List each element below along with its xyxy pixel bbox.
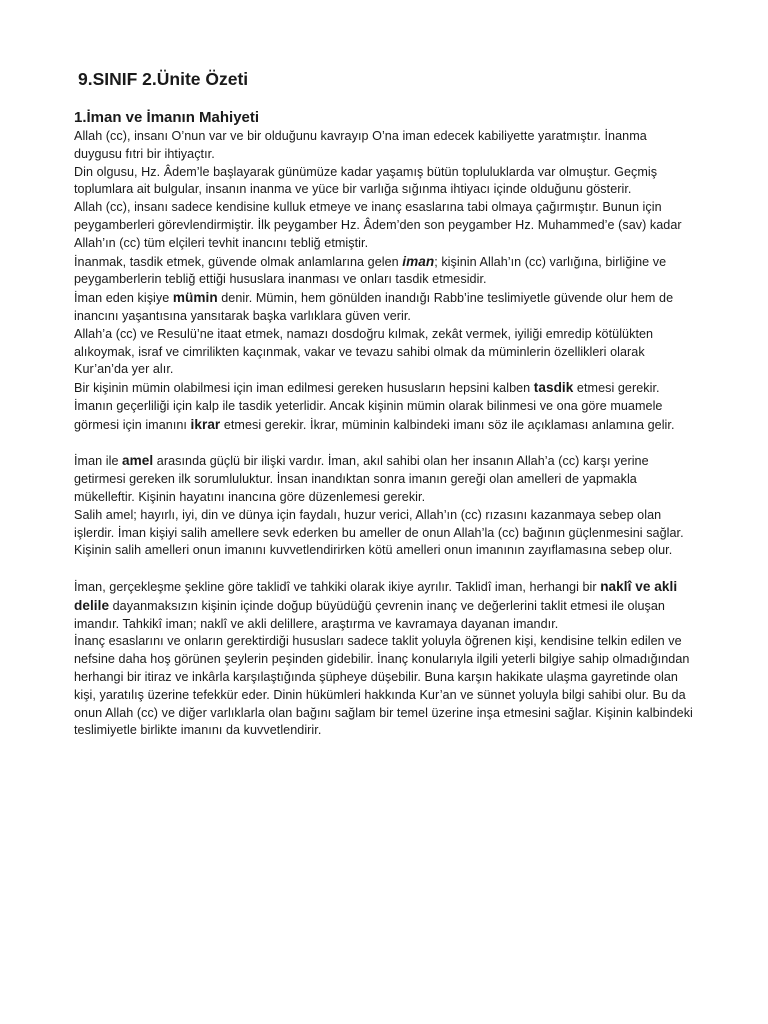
document-page bbox=[74, 64, 698, 740]
paragraph-4-rest: ; kişinin Allah’ın (cc) varlığına, birliğine ve peygamberlerin tebliğ ettiği hususlara inanması ve onları tasdik etmesidir. bbox=[74, 254, 667, 287]
keyword-mumin: mümin bbox=[172, 290, 218, 306]
paragraph-11: İnanç esaslarını ve onların gerektirdiği hususları sadece taklit yoluyla öğrenen kişi, kendisine telkin edilen ve nefsine daha hoş görünen şeylerin peşinden gidebilir. İnanç konularıyla ilgili yeterli bilgiye sahip olmadığından herhangi bir itiraz ve inkârla karşılaştığında şüpheye düşebilir. Buna karşın hakikate ulaşma gayretinde olan kişi, yaratılış üzerine tefekkür eder. Dinin hükümleri hakkında Kur’an ve sünnet yoluyla bilgi sahibi olur. Bu da onun Allah (cc) ve diğer varlıklarla olan bağını sağlam bir temel üzerine inşa etmesini sağlar. Kişinin kalbindeki teslimiyetle birlikte imanını da kuvvetlendirir. bbox=[74, 634, 693, 738]
paragraph-7 bbox=[74, 379, 698, 434]
paragraph-4-lead: İnanmak, tasdik etmek, güvende olmak anlamlarına gelen bbox=[74, 254, 403, 269]
paragraph-5-rest: denir. Mümin, hem gönülden inandığı Rabb’ine teslimiyetle güvende olur hem de inancını yaşantısına yansıtarak başka varlıklara güven verir. bbox=[74, 291, 674, 323]
paragraph-5 bbox=[74, 289, 698, 326]
paragraph-7-lead: Bir kişinin mümin olabilmesi için iman edilmesi gereken hususların hepsini kalben bbox=[74, 381, 534, 396]
keyword-tasdik: tasdik bbox=[533, 380, 574, 396]
keyword-nakli-akli-delil: naklî ve akli delile bbox=[74, 578, 678, 613]
paragraph-5-lead: İman eden kişiye bbox=[74, 291, 173, 306]
paragraph-1: Allah (cc), insanı O’nun var ve bir olduğunu kavrayıp O’na iman edecek kabiliyette yaratmıştır. İnanma duygusu fıtri bir ihtiyaçtır. bbox=[74, 129, 647, 161]
paragraph-9: Salih amel; hayırlı, iyi, din ve dünya için faydalı, huzur verici, Allah’ın (cc) rızasını kazanmaya sebep olan işlerdir. İman kişiyi salih amellere sevk ederken bu ameller de onun Allah’la (cc) bağının güçlenmesini sağlar. Kişinin salih amelleri onun imanını kuvvetlendirirken kötü amelleri onun imanının zayıflamasına sebep olur. bbox=[74, 507, 684, 558]
paragraph-2: Din olgusu, Hz. Âdem’le başlayarak günümüze kadar yaşamış bütün topluluklarda var olmuştur. Geçmiş toplumlara ait bulgular, insanın inanma ve yüce bir varlığa sığınma ihtiyacı içinde olduğunu gösterir. bbox=[74, 164, 658, 197]
paragraph-10-rest: dayanmaksızın kişinin içinde doğup büyüdüğü çevrenin inanç ve değerlerini taklit etmesi ile oluşan imandır. Tahkikî iman; naklî ve akli delillere, araştırma ve kavramaya dayanan imandır. bbox=[74, 598, 665, 631]
document-title: 9.SINIF 2.Ünite Özeti bbox=[78, 69, 249, 89]
keyword-amel: amel bbox=[122, 453, 154, 469]
paragraph-8-rest: arasında güçlü bir ilişki vardır. İman, akıl sahibi olan her insanın Allah’a (cc) karşı yerine getirmesi gereken ilk sorumluluktur. İnsan inandıktan sonra imanın gereği olan amelleri de yapmakla mükelleftir. Kişinin hayatını inancına göre düzenlemesi gerekir. bbox=[74, 454, 649, 504]
paragraph-8 bbox=[74, 452, 698, 506]
keyword-ikrar: ikrar bbox=[190, 416, 221, 432]
paragraph-10 bbox=[74, 578, 698, 633]
paragraph-3: Allah (cc), insanı sadece kendisine kulluk etmeye ve inanç esaslarına tabi olmaya çağırmıştır. Bunun için peygamberleri görevlendirmiştir. İlk peygamber Hz. Âdem’den son peygamber Hz. Muhammed’e (sav) kadar Allah’ın (cc) tüm elçileri tevhit inancını tebliğ etmiştir. bbox=[74, 200, 682, 250]
paragraph-gap bbox=[74, 560, 698, 578]
paragraph-gap bbox=[74, 435, 698, 453]
paragraph-4 bbox=[74, 253, 698, 290]
paragraph-7-middle: etmesi gerekir. İmanın geçerliliği için kalp ile tasdik yeterlidir. Ancak kişinin mümin olarak bilinmesi ve ona göre muamele görmesi için imanını bbox=[74, 381, 663, 432]
keyword-iman: iman bbox=[402, 253, 435, 269]
paragraph-6: Allah’a (cc) ve Resulü’ne itaat etmek, namazı dosdoğru kılmak, zekât vermek, iyiliği emredip kötülükten alıkoymak, israf ve cimrilikten kaçınmak, vakar ve tevazu sahibi olmak da müminlerin özellikleri olarak Kur’an’da yer alır. bbox=[74, 326, 654, 377]
paragraph-10-lead: İman, gerçekleşme şekline göre taklidî ve tahkiki olarak ikiye ayrılır. Taklidî iman, herhangi bir bbox=[74, 579, 601, 594]
paragraph-8-lead: İman ile bbox=[74, 454, 123, 469]
paragraph-7-rest: etmesi gerekir. İkrar, müminin kalbindeki imanı söz ile açıklaması anlamına gelir. bbox=[220, 417, 675, 432]
section-heading: 1.İman ve İmanın Mahiyeti bbox=[74, 109, 260, 126]
